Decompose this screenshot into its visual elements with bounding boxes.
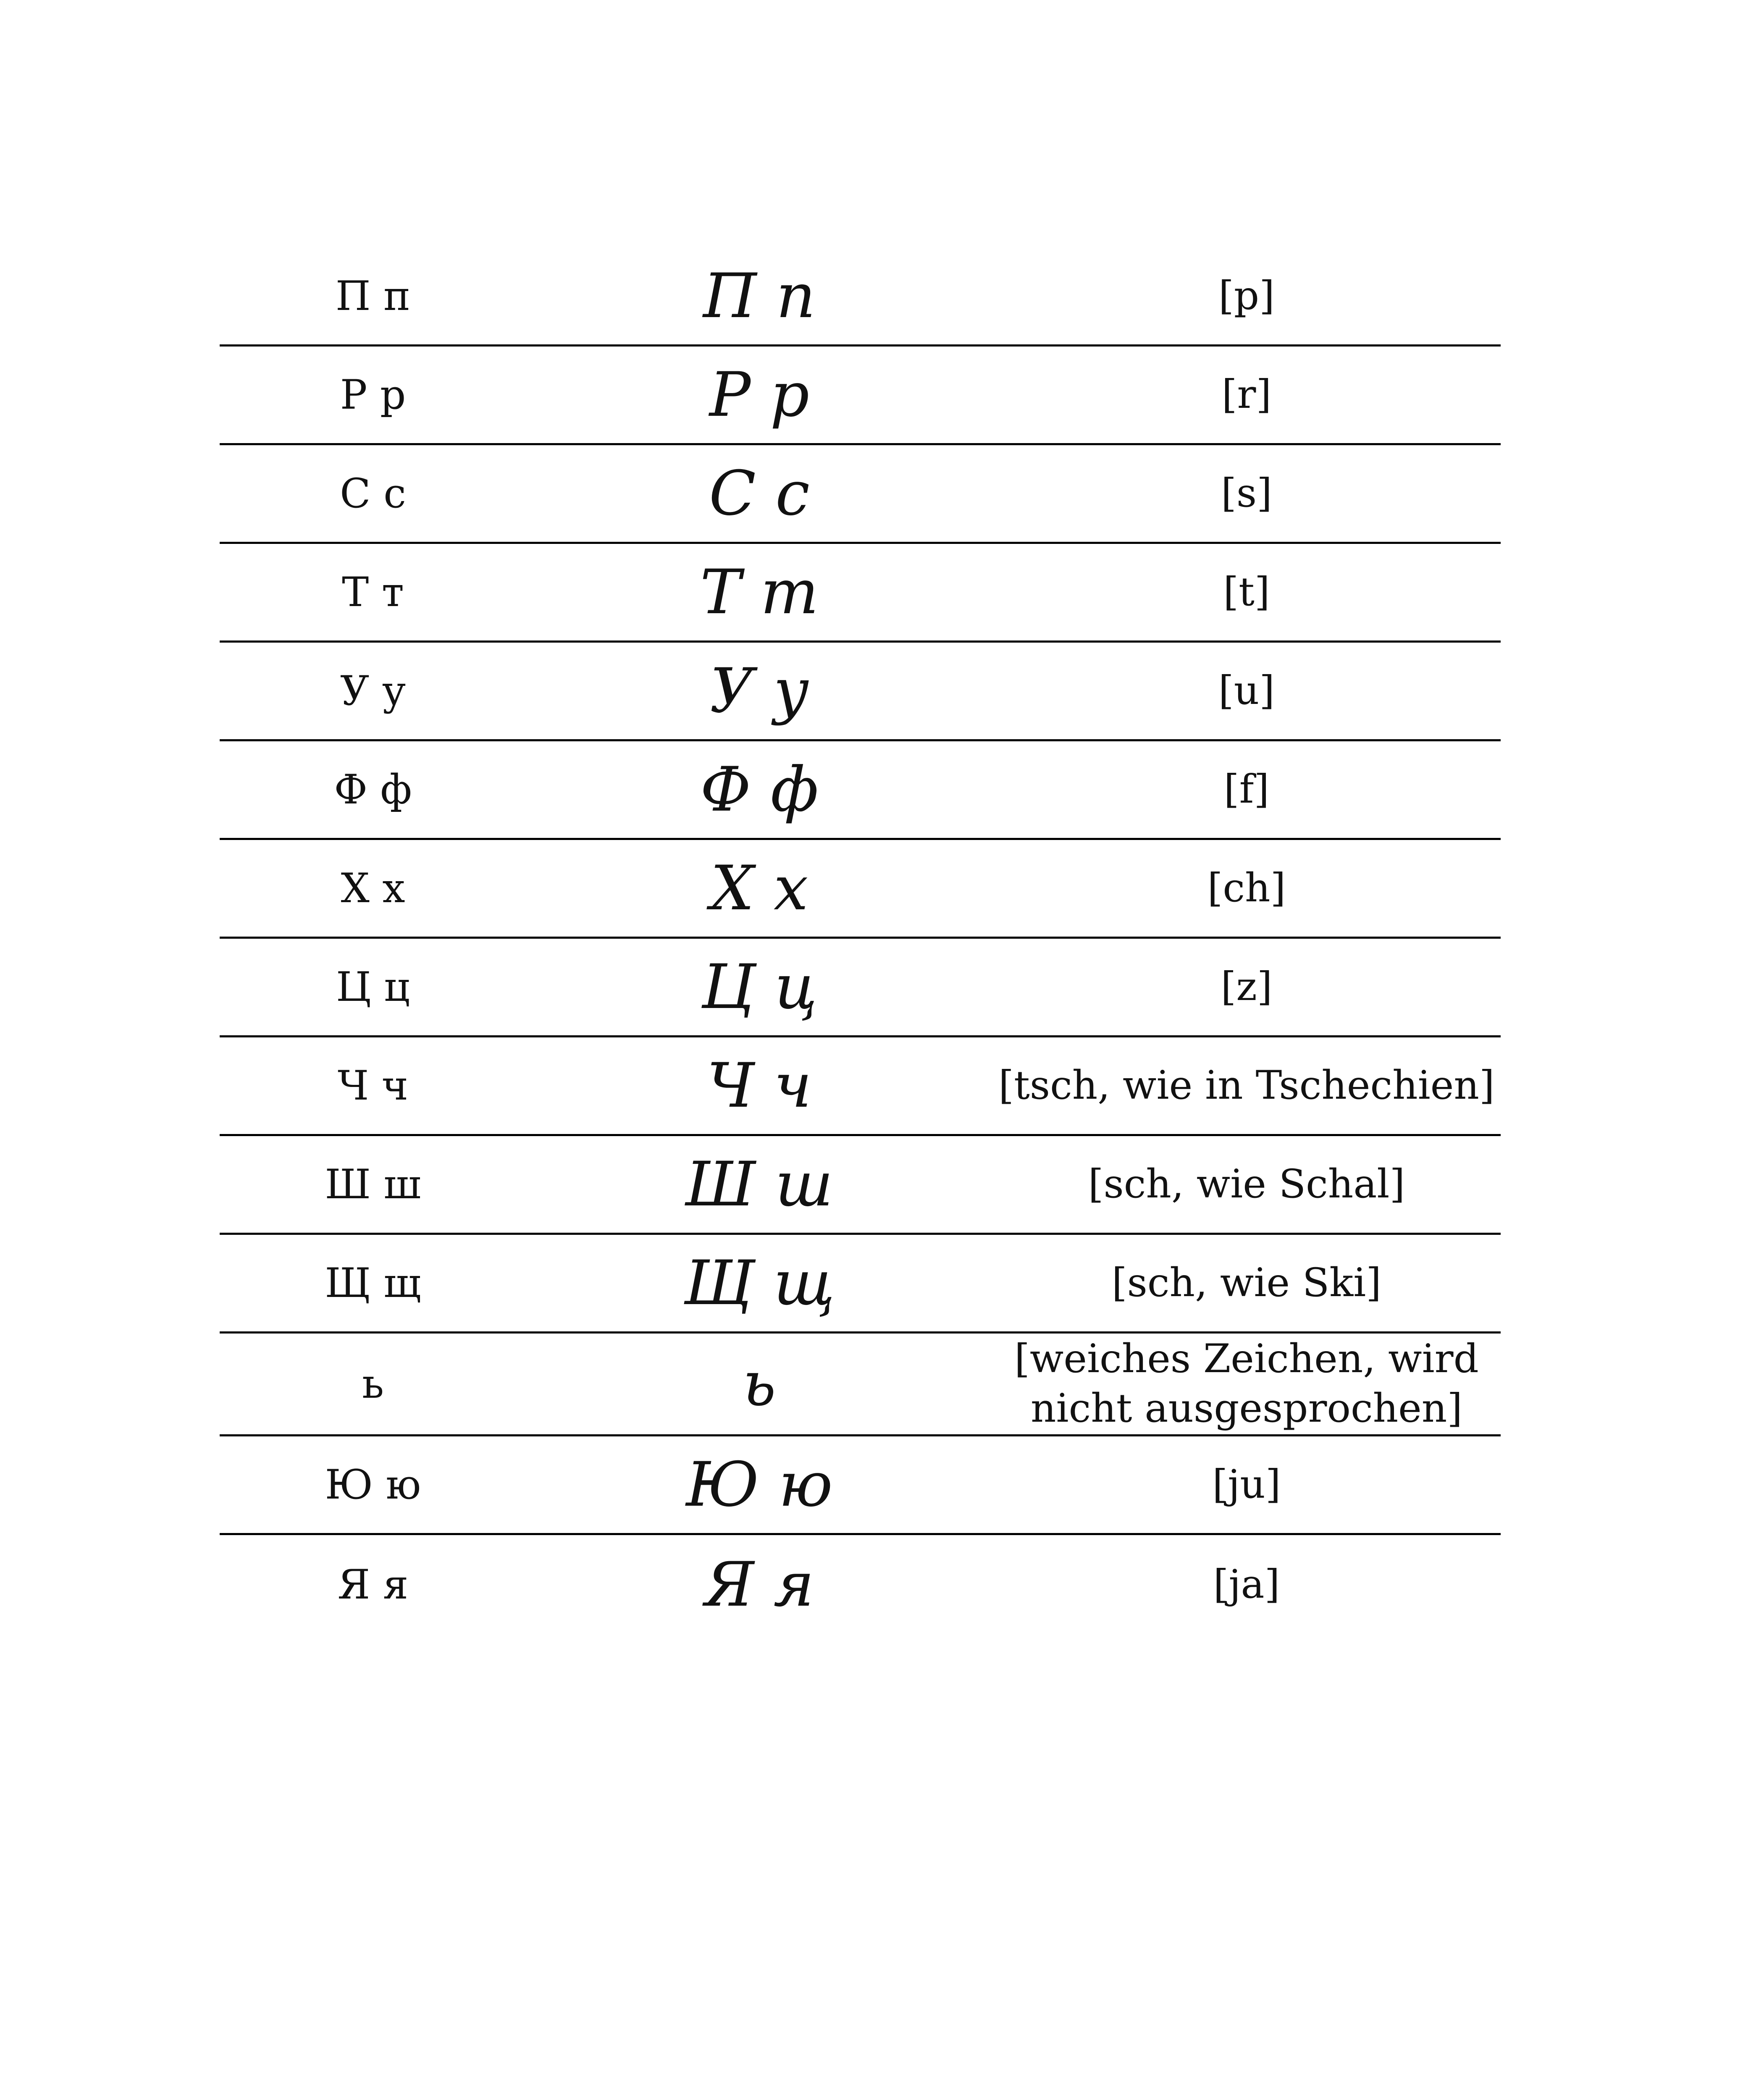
alphabet-table xyxy=(220,248,1501,1634)
print-letter: Т т xyxy=(342,569,404,616)
print-letter: Я я xyxy=(337,1561,409,1608)
print-letter: ь xyxy=(362,1360,384,1407)
table-row xyxy=(220,544,1501,643)
print-letter: Ш ш xyxy=(325,1161,421,1208)
pronunciation: [sch, wie Ski] xyxy=(1112,1260,1381,1306)
pronunciation: [ju] xyxy=(1212,1462,1281,1507)
cursive-letter: Т т xyxy=(700,556,819,628)
table-row xyxy=(220,1535,1501,1634)
print-letter: Ф ф xyxy=(334,766,412,813)
cursive-letter: Р р xyxy=(709,359,810,430)
print-letter: Щ щ xyxy=(325,1260,421,1307)
pronunciation: [sch, wie Schal] xyxy=(1088,1161,1405,1207)
print-letter: Р р xyxy=(340,371,406,418)
table-row xyxy=(220,741,1501,840)
pronunciation: [z] xyxy=(1221,964,1273,1010)
cursive-letter: С с xyxy=(709,458,810,529)
print-letter: Ц ц xyxy=(336,963,410,1011)
cursive-letter: ь xyxy=(743,1348,776,1420)
table-row xyxy=(220,1136,1501,1235)
print-letter: У у xyxy=(340,667,406,714)
table-row xyxy=(220,840,1501,939)
cursive-letter: Х х xyxy=(710,853,808,924)
cursive-letter: У у xyxy=(709,655,809,727)
cursive-letter: Я я xyxy=(704,1549,814,1620)
cursive-letter: Ц ц xyxy=(701,951,817,1023)
table-row xyxy=(220,1037,1501,1136)
pronunciation: [ja] xyxy=(1213,1561,1280,1607)
print-letter: Х х xyxy=(341,865,405,912)
pronunciation: [u] xyxy=(1218,668,1275,714)
cursive-letter: Щ щ xyxy=(684,1247,835,1319)
pronunciation: [weiches Zeichen, wird nicht ausgesprochen] xyxy=(1014,1336,1479,1431)
table-row xyxy=(220,346,1501,445)
cursive-letter: Ч ч xyxy=(706,1050,812,1121)
pronunciation: [f] xyxy=(1223,766,1270,812)
table-row xyxy=(220,939,1501,1037)
table-row xyxy=(220,1436,1501,1535)
pronunciation: [t] xyxy=(1223,569,1270,615)
pronunciation: [tsch, wie in Tschechien] xyxy=(998,1063,1495,1108)
print-letter: П п xyxy=(335,273,411,320)
table-row xyxy=(220,1235,1501,1334)
pronunciation: [ch] xyxy=(1207,865,1286,911)
print-letter: Ю ю xyxy=(325,1461,421,1508)
table-row xyxy=(220,1334,1501,1436)
print-letter: Ч ч xyxy=(337,1062,409,1109)
table-row xyxy=(220,643,1501,741)
pronunciation: [s] xyxy=(1221,470,1272,516)
table-row xyxy=(220,445,1501,544)
pronunciation: [r] xyxy=(1221,372,1272,417)
table-row xyxy=(220,248,1501,346)
pronunciation: [p] xyxy=(1218,273,1275,319)
print-letter: С с xyxy=(340,470,406,517)
cursive-letter: П п xyxy=(703,260,816,332)
cursive-letter: Ю ю xyxy=(686,1449,833,1520)
cursive-letter: Ф ф xyxy=(700,754,819,825)
cursive-letter: Ш ш xyxy=(685,1149,833,1220)
